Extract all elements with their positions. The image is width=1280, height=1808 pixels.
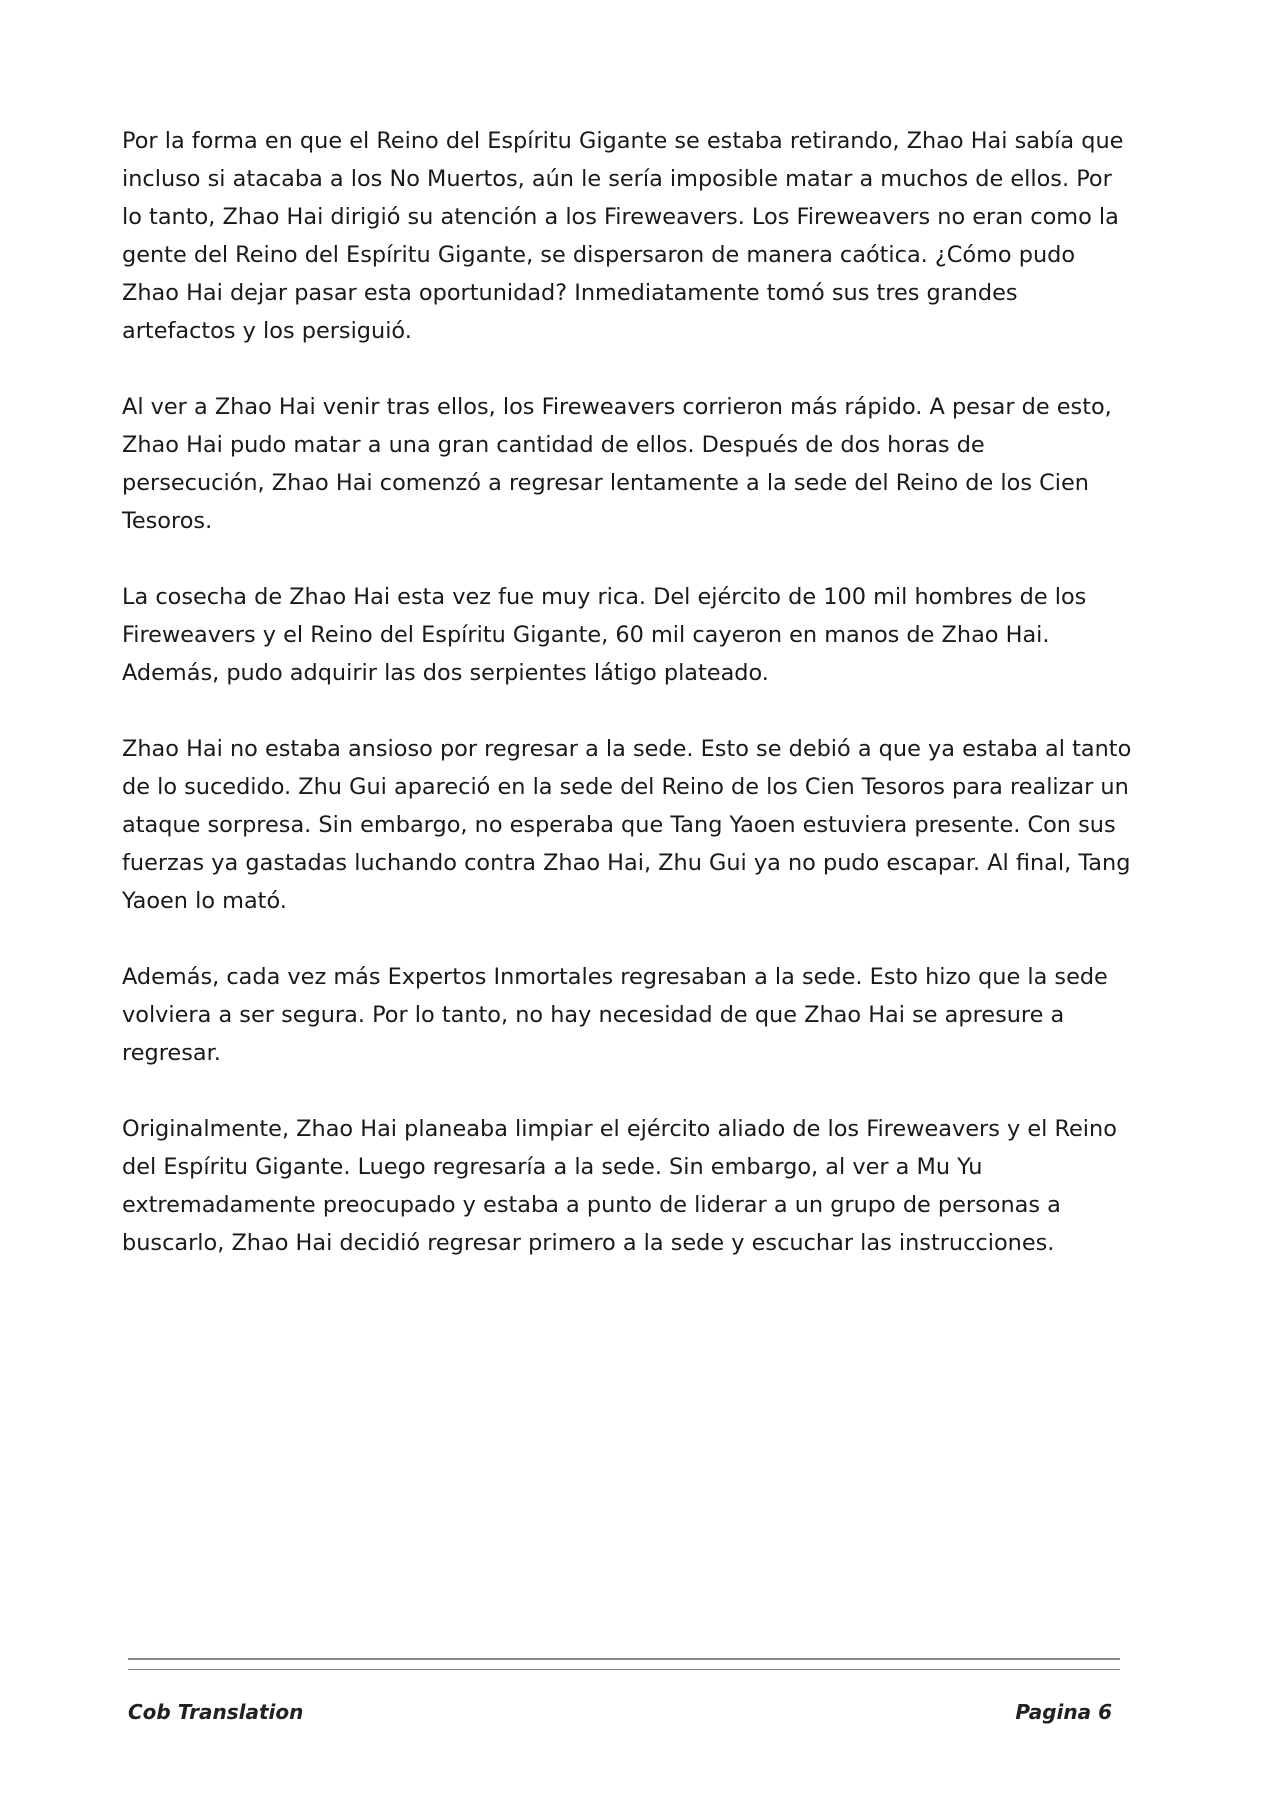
footer-divider-top [128,1658,1120,1660]
paragraph: Además, cada vez más Expertos Inmortales regresaban a la sede. Esto hizo que la sede volviera a ser segura. Por lo tanto, no hay necesidad de que Zhao Hai se apresure a regresar. [122,964,1108,1066]
document-body [122,122,1132,1300]
footer-page-number: Pagina 6 [1015,1700,1112,1724]
footer-translator-credit: Cob Translation [128,1700,304,1724]
paragraph: La cosecha de Zhao Hai esta vez fue muy rica. Del ejército de 100 mil hombres de los Fireweavers y el Reino del Espíritu Gigante, 60 mil cayeron en manos de Zhao Hai. Además, pudo adquirir las dos serpientes látigo plateado. [122,584,1087,686]
paragraph: Zhao Hai no estaba ansioso por regresar a la sede. Esto se debió a que ya estaba al tanto de lo sucedido. Zhu Gui apareció en la sede del Reino de los Cien Tesoros para realizar un ataque sorpresa. Sin embargo, no esperaba que Tang Yaoen estuviera presente. Con sus fuerzas ya gastadas luchando contra Zhao Hai, Zhu Gui ya no pudo escapar. Al final, Tang Yaoen lo mató. [122,736,1132,914]
footer-divider-bottom [128,1669,1120,1670]
paragraph: Por la forma en que el Reino del Espíritu Gigante se estaba retirando, Zhao Hai sabía que incluso si atacaba a los No Muertos, aún le sería imposible matar a muchos de ellos. Por lo tanto, Zhao Hai dirigió su atención a los Fireweavers. Los Fireweavers no eran como la gente del Reino del Espíritu Gigante, se dispersaron de manera caótica. ¿Cómo pudo Zhao Hai dejar pasar esta oportunidad? Inmediatamente tomó sus tres grandes artefactos y los persiguió. [122,128,1124,344]
paragraph: Originalmente, Zhao Hai planeaba limpiar el ejército aliado de los Fireweavers y el Reino del Espíritu Gigante. Luego regresaría a la sede. Sin embargo, al ver a Mu Yu extremadamente preocupado y estaba a punto de liderar a un grupo de personas a buscarlo, Zhao Hai decidió regresar primero a la sede y escuchar las instrucciones. [122,1116,1117,1256]
paragraph: Al ver a Zhao Hai venir tras ellos, los Fireweavers corrieron más rápido. A pesar de esto, Zhao Hai pudo matar a una gran cantidad de ellos. Después de dos horas de persecución, Zhao Hai comenzó a regresar lentamente a la sede del Reino de los Cien Tesoros. [122,394,1112,534]
